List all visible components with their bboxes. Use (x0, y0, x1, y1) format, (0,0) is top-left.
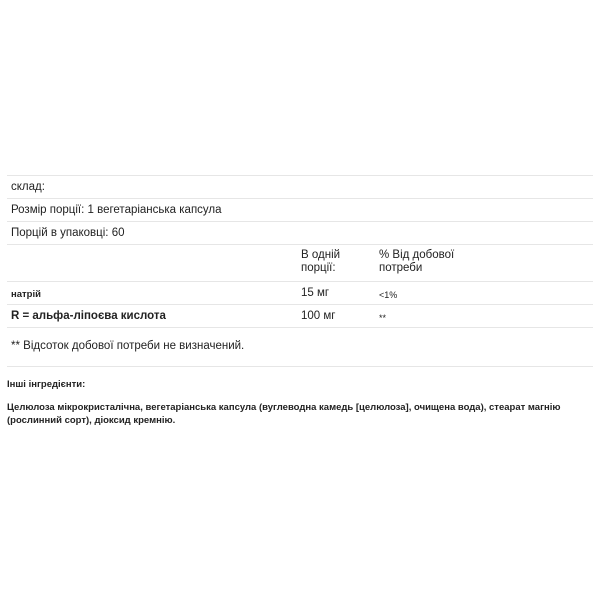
servings-per-container: Порцій в упаковці: 60 (11, 227, 125, 239)
other-ingredients-text: Целюлоза мікрокристалічна, вегетаріанська капсула (вуглеводна камедь [целюлоза], очищена вода), стеарат магнію (рослинний сорт), діоксид кремнію. (7, 402, 561, 426)
nutrient-name: натрій (11, 289, 41, 300)
other-ingredients-section (7, 378, 593, 427)
supplement-facts-table (7, 175, 593, 367)
nutrient-amount: 100 мг (301, 310, 336, 322)
amount-header-line2: порції: (301, 262, 336, 274)
facts-title-row (7, 175, 593, 198)
footnote: ** Відсоток добової потреби не визначений. (11, 340, 245, 352)
nutrient-daily-value: ** (379, 313, 387, 323)
daily-value-column-header (379, 249, 454, 275)
servings-per-container-row (7, 221, 593, 244)
facts-title: склад: (11, 181, 45, 193)
footnote-row (7, 327, 593, 367)
dv-header-line1: % Від добової (379, 249, 455, 261)
amount-header-line1: В одній (301, 249, 341, 261)
nutrient-row (7, 281, 593, 304)
nutrient-amount: 15 мг (301, 287, 330, 299)
serving-size-row (7, 198, 593, 221)
dv-header-line2: потреби (379, 262, 423, 274)
amount-column-header (301, 249, 340, 275)
nutrient-daily-value: <1% (379, 290, 398, 300)
column-header-row (7, 244, 593, 281)
nutrient-row (7, 304, 593, 327)
other-ingredients-title: Інші інгредієнти: (7, 379, 86, 390)
nutrient-name: R = альфа-ліпоєва кислота (11, 310, 166, 322)
serving-size: Розмір порції: 1 вегетаріанська капсула (11, 204, 222, 216)
